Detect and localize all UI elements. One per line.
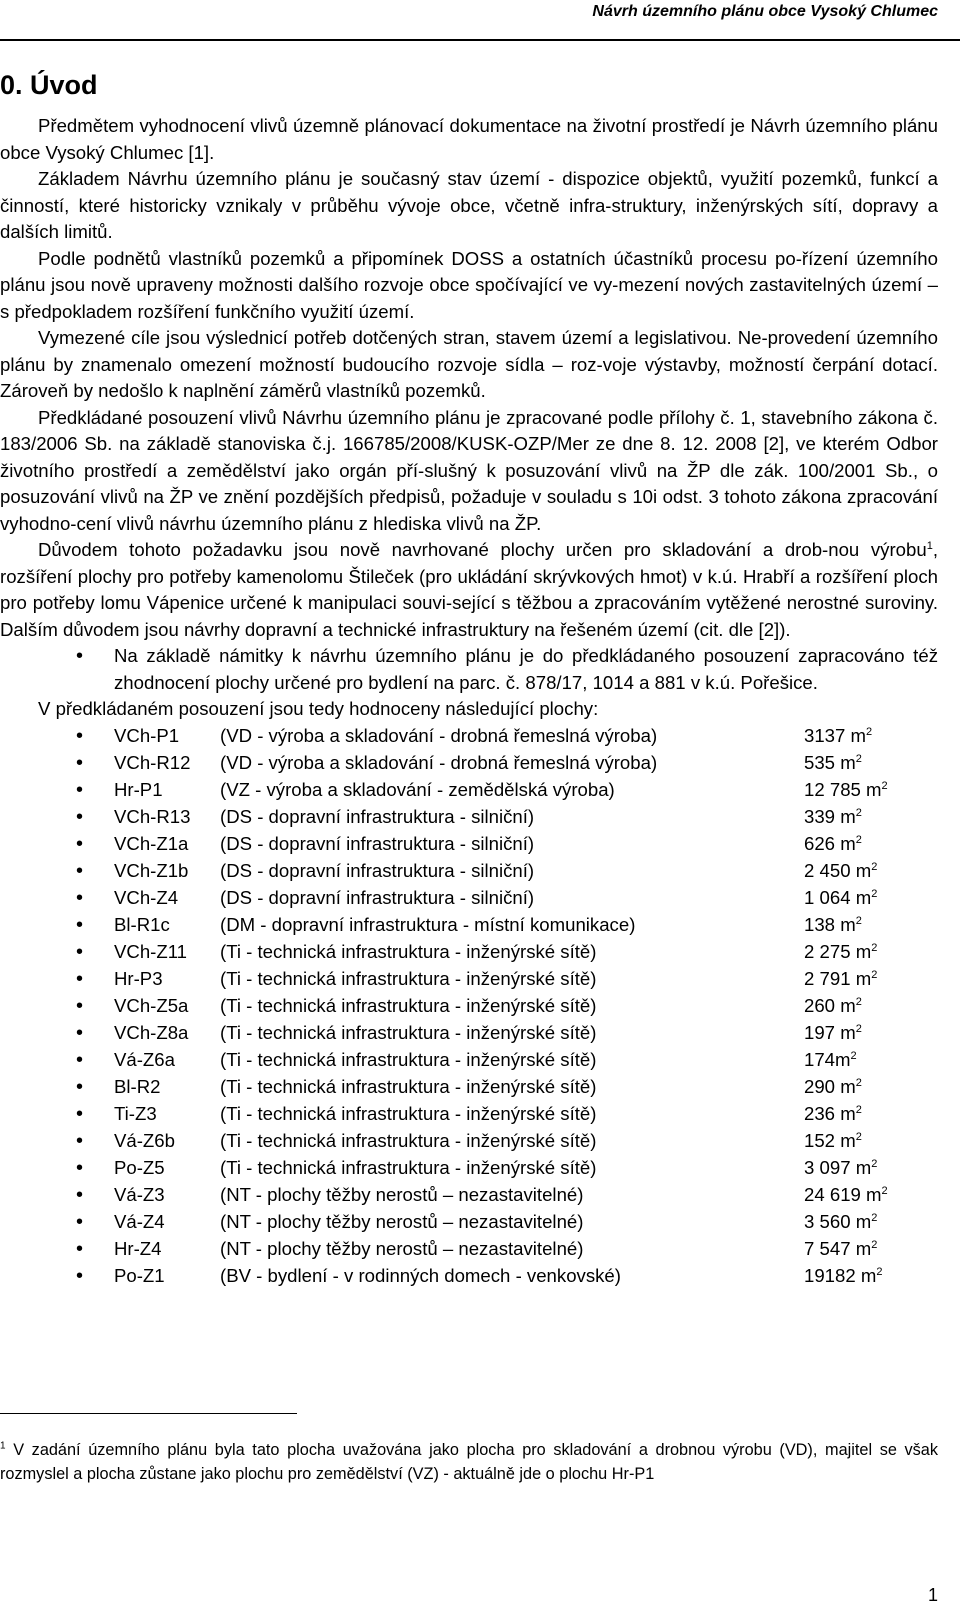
area-description: (BV - bydlení - v rodinných domech - venkovské) [220, 1264, 621, 1286]
list-item [0, 1209, 938, 1236]
paragraph: Podle podnětů vlastníků pozemků a připomínek DOSS a ostatních účastníků procesu po-řízení územního plánu jsou nově upraveny možnosti dalšího rozvoje obce spočívající ve vy-mezení nových zastavitelných území – s předpokladem rozšíření funkčního využití území. [0, 247, 938, 322]
list-item [0, 1236, 938, 1263]
area-size-value: 2 275 m [804, 940, 872, 962]
area-unit-exponent: 2 [871, 1238, 878, 1251]
area-size [804, 1047, 857, 1074]
area-description: (VZ - výroba a skladování - zemědělská výroba) [220, 778, 615, 800]
area-size [804, 1155, 877, 1182]
list-item [0, 912, 938, 939]
list-item: • Na základě námitky k návrhu územního plánu je do předkládaného posouzení zapracováno též zhodnocení plochy určené pro bydlení na parc. č. 878/17, 1014 a 881 v k.ú. Pořešice. [0, 643, 938, 696]
paragraph: Základem Návrhu územního plánu je současný stav území - dispozice objektů, využití pozemků, funkcí a činností, které historicky vznikaly v průběhu vývoje obce, včetně infra-struktury, inženýrských sítí, dopravy a dalších limitů. [0, 168, 938, 242]
area-code: • VCh-Z5a [114, 994, 189, 1016]
area-code: • VCh-Z11 [114, 940, 188, 962]
area-size [804, 1074, 862, 1101]
area-code: • Vá-Z3 [114, 1183, 165, 1205]
paragraph: Předkládané posouzení vlivů Návrhu územního plánu je zpracované podle přílohy č. 1, stavebního zákona č. 183/2006 Sb. na základě stanoviska č.j. 166785/2008/KUSK-OZP/Mer ze dne 8. 12. 2008 [2], ve kterém Odbor životního prostředí a zemědělství jako orgán pří-slušný k posuzování vlivů na ŽP dle zák. 100/2001 Sb., o posuzování vlivů na ŽP ve znění pozdějších předpisů, požaduje v souladu s 10i odst. 3 tohoto zákona zpracování vyhodno-cení vlivů návrhu územního plánu z hlediska vlivů na ŽP. [0, 406, 938, 534]
footnote-rule [0, 1413, 297, 1414]
area-description: (DS - dopravní infrastruktura - silniční) [220, 859, 535, 881]
area-size [804, 723, 872, 750]
area-size [804, 912, 862, 939]
area-unit-exponent: 2 [855, 806, 862, 819]
area-unit-exponent: 2 [855, 914, 862, 927]
paragraph-text: Důvodem tohoto požadavku jsou nově navrhované plochy určen pro skladování a drob-nou výrobu [38, 539, 927, 560]
area-size-value: 12 785 m [804, 778, 882, 800]
area-unit-exponent: 2 [871, 1211, 878, 1224]
area-unit-exponent: 2 [871, 941, 878, 954]
area-size-value: 3137 m [804, 724, 867, 746]
list-item [0, 1020, 938, 1047]
list-item [0, 723, 938, 750]
area-unit-exponent: 2 [855, 995, 862, 1008]
area-code: • Bl-R2 [114, 1075, 161, 1097]
area-code: • Hr-Z4 [114, 1237, 162, 1259]
area-description: (Ti - technická infrastruktura - inženýrské sítě) [220, 967, 597, 989]
area-size [804, 1209, 877, 1236]
area-size-value: 138 m [804, 913, 856, 935]
area-size-value: 152 m [804, 1129, 856, 1151]
area-unit-exponent: 2 [855, 1076, 862, 1089]
area-description: (NT - plochy těžby nerostů – nezastavitelné) [220, 1237, 584, 1259]
area-unit-exponent: 2 [871, 860, 878, 873]
area-size [804, 1101, 862, 1128]
area-code: • VCh-Z4 [114, 886, 179, 908]
paragraph-text: , rozšíření plochy pro potřeby kamenolomu Štileček (pro ukládání skrývkových hmot) v k.ú. Hrabří a rozšíření ploch pro potřeby lomu Vápenice určené k manipulaci souvi-sející s těžbou a zpracováním vytěžené nerostné suroviny. Dalším důvodem jsou návrhy dopravní a technické infrastruktury na řešeném území (cit. dle [2]). [0, 539, 938, 640]
area-description: (DM - dopravní infrastruktura - místní komunikace) [220, 913, 636, 935]
list-item [0, 1263, 938, 1290]
area-unit-exponent: 2 [855, 752, 862, 765]
area-size-value: 174m [804, 1048, 851, 1070]
area-description: (DS - dopravní infrastruktura - silniční) [220, 805, 535, 827]
area-size-value: 260 m [804, 994, 856, 1016]
paragraph [0, 537, 938, 643]
area-size-value: 626 m [804, 832, 856, 854]
header-rule [0, 39, 960, 41]
area-description: (VD - výroba a skladování - drobná řemeslná výroba) [220, 751, 658, 773]
area-code: • Bl-R1c [114, 913, 170, 935]
area-size [804, 1236, 877, 1263]
area-size [804, 1182, 888, 1209]
area-description: (DS - dopravní infrastruktura - silniční) [220, 886, 535, 908]
area-unit-exponent: 2 [871, 887, 878, 900]
area-code: • Po-Z5 [114, 1156, 165, 1178]
area-size [804, 804, 862, 831]
area-code: • Po-Z1 [114, 1264, 165, 1286]
area-unit-exponent: 2 [881, 1184, 888, 1197]
area-description: (DS - dopravní infrastruktura - silniční) [220, 832, 535, 854]
area-unit-exponent: 2 [855, 1022, 862, 1035]
area-code: • VCh-P1 [114, 724, 180, 746]
area-size [804, 831, 862, 858]
area-code: • VCh-R13 [114, 805, 191, 827]
area-unit-exponent: 2 [855, 1130, 862, 1143]
area-size [804, 885, 877, 912]
area-size [804, 750, 862, 777]
paragraph: Předmětem vyhodnocení vlivů územně plánovací dokumentace na životní prostředí je Návrh územního plánu obce Vysoký Chlumec [1]. [0, 115, 938, 163]
area-unit-exponent: 2 [871, 968, 878, 981]
area-code: • Vá-Z6a [114, 1048, 175, 1070]
list-item [0, 1128, 938, 1155]
area-unit-exponent: 2 [866, 725, 873, 738]
area-size-value: 3 097 m [804, 1156, 872, 1178]
area-description: (Ti - technická infrastruktura - inženýrské sítě) [220, 1075, 597, 1097]
area-size [804, 777, 888, 804]
area-unit-exponent: 2 [881, 779, 888, 792]
area-description: (VD - výroba a skladování - drobná řemeslná výroba) [220, 724, 658, 746]
footnote-reference[interactable]: 1 [926, 539, 933, 552]
list-item [0, 966, 938, 993]
area-code: • VCh-R12 [114, 751, 191, 773]
area-size [804, 966, 877, 993]
area-size-value: 1 064 m [804, 886, 872, 908]
list-item [0, 1182, 938, 1209]
footnote-text: V zadání územního plánu byla tato plocha uvažována jako plocha pro skladování a drobnou výrobu (VD), majitel se však rozmyslel a plocha zůstane jako plochu pro zemědělství (VZ) - aktuálně jde o plochu Hr-P1 [0, 1441, 938, 1483]
area-description: (Ti - technická infrastruktura - inženýrské sítě) [220, 994, 597, 1016]
area-size-value: 197 m [804, 1021, 856, 1043]
area-size [804, 1020, 862, 1047]
bullet-list [0, 643, 938, 696]
area-description: (Ti - technická infrastruktura - inženýrské sítě) [220, 1021, 597, 1043]
area-code: • VCh-Z1b [114, 859, 189, 881]
running-header: Návrh územního plánu obce Vysoký Chlumec [592, 3, 938, 20]
area-code: • Ti-Z3 [114, 1102, 157, 1124]
section-heading: 0. Úvod [0, 70, 98, 100]
list-item [0, 939, 938, 966]
area-size-value: 535 m [804, 751, 856, 773]
list-item [0, 804, 938, 831]
area-unit-exponent: 2 [855, 833, 862, 846]
area-code: • VCh-Z1a [114, 832, 189, 854]
area-size-value: 2 791 m [804, 967, 872, 989]
area-size-value: 290 m [804, 1075, 856, 1097]
area-code: • Hr-P3 [114, 967, 163, 989]
area-size [804, 1128, 862, 1155]
area-size-value: 2 450 m [804, 859, 872, 881]
area-size [804, 993, 862, 1020]
list-item [0, 1155, 938, 1182]
area-description: (Ti - technická infrastruktura - inženýrské sítě) [220, 1156, 597, 1178]
list-item [0, 993, 938, 1020]
area-unit-exponent: 2 [855, 1103, 862, 1116]
area-unit-exponent: 2 [850, 1049, 857, 1062]
area-description: (Ti - technická infrastruktura - inženýrské sítě) [220, 1102, 597, 1124]
area-description: (NT - plochy těžby nerostů – nezastavitelné) [220, 1183, 584, 1205]
area-size [804, 1263, 883, 1290]
list-item [0, 1074, 938, 1101]
area-code: • Vá-Z6b [114, 1129, 175, 1151]
list-item [0, 858, 938, 885]
area-size-value: 19182 m [804, 1264, 877, 1286]
area-size-value: 7 547 m [804, 1237, 872, 1259]
footnote [0, 1438, 938, 1486]
area-size-value: 236 m [804, 1102, 856, 1124]
area-description: (Ti - technická infrastruktura - inženýrské sítě) [220, 1048, 597, 1070]
area-code: • Vá-Z4 [114, 1210, 165, 1232]
area-description: (NT - plochy těžby nerostů – nezastavitelné) [220, 1210, 584, 1232]
area-size [804, 858, 877, 885]
area-code: • VCh-Z8a [114, 1021, 189, 1043]
list-item [0, 885, 938, 912]
footnote-mark: 1 [0, 1440, 6, 1452]
area-list [0, 723, 938, 1290]
paragraph: Vymezené cíle jsou výslednicí potřeb dotčených stran, stavem území a legislativou. Ne-provedení územního plánu by znamenalo omezení možností budoucího rozvoje sídla – roz-voje výstavby, možností čerpání dotací. Zároveň by nedošlo k naplnění záměrů vlastníků pozemků. [0, 327, 938, 401]
area-description: (Ti - technická infrastruktura - inženýrské sítě) [220, 1129, 597, 1151]
area-size-value: 3 560 m [804, 1210, 872, 1232]
list-item [0, 831, 938, 858]
list-item [0, 777, 938, 804]
area-unit-exponent: 2 [871, 1157, 878, 1170]
list-item [0, 1047, 938, 1074]
area-unit-exponent: 2 [876, 1265, 883, 1278]
list-item [0, 1101, 938, 1128]
area-size-value: 24 619 m [804, 1183, 882, 1205]
area-code: • Hr-P1 [114, 778, 163, 800]
page-number: 1 [927, 1585, 938, 1605]
area-description: (Ti - technická infrastruktura - inženýrské sítě) [220, 940, 597, 962]
area-size-value: 339 m [804, 805, 856, 827]
paragraph: V předkládaném posouzení jsou tedy hodnoceny následující plochy: [38, 698, 599, 719]
body-text [0, 113, 938, 1290]
list-item [0, 750, 938, 777]
area-size [804, 939, 877, 966]
